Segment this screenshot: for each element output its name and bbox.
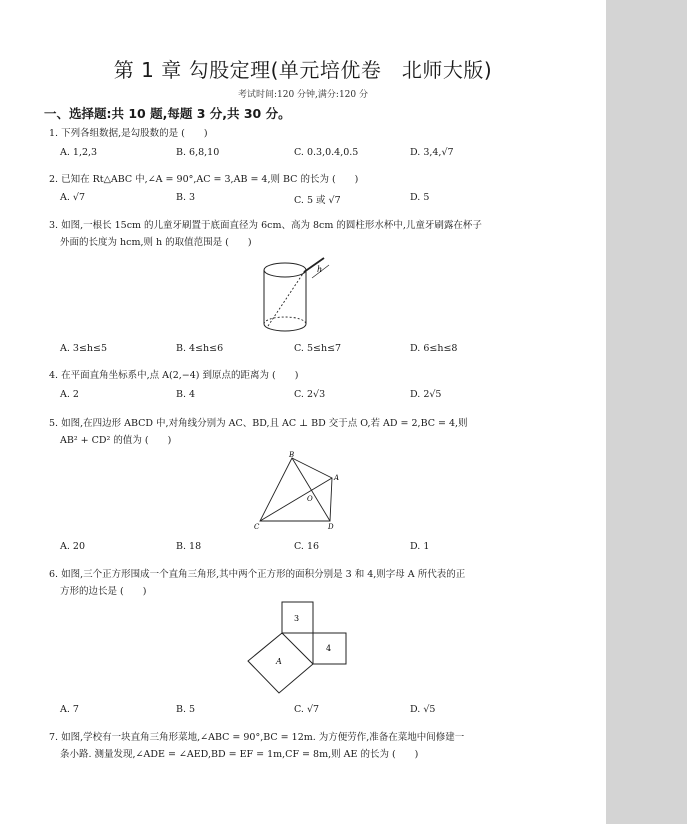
option-b: B. 6,8,10 bbox=[176, 147, 220, 158]
option-d: D. 3,4,√7 bbox=[410, 147, 454, 158]
option-d: D. 5 bbox=[410, 192, 430, 203]
label-h: h bbox=[317, 265, 323, 274]
question-4-options bbox=[60, 389, 560, 403]
question-stem-line-1: 6. 如图,三个正方形围成一个直角三角形,其中两个正方形的面积分别是 3 和 4,则字母 A 所代表的正 bbox=[49, 569, 466, 580]
option-a: A. 7 bbox=[60, 704, 79, 715]
option-c: C. 0.3,0.4,0.5 bbox=[294, 147, 359, 158]
quadrilateral-figure bbox=[250, 448, 350, 534]
label-b: B bbox=[289, 451, 295, 459]
option-a: A. 3≤h≤5 bbox=[60, 343, 108, 354]
option-b: B. 5 bbox=[176, 704, 196, 715]
question-stem: 4. 在平面直角坐标系中,点 A(2,−4) 到原点的距离为 ( ) bbox=[49, 370, 299, 381]
option-b: B. 18 bbox=[176, 541, 202, 552]
option-a: A. 1,2,3 bbox=[60, 147, 98, 158]
option-d: D. 6≤h≤8 bbox=[410, 343, 458, 354]
label-a: A bbox=[334, 474, 340, 482]
option-a: A. 20 bbox=[60, 541, 85, 552]
three-squares-figure bbox=[245, 600, 349, 694]
question-3-options bbox=[60, 343, 560, 357]
question-6-options bbox=[60, 704, 560, 718]
question-4 bbox=[49, 367, 559, 384]
option-a: A. √7 bbox=[60, 192, 85, 203]
quadrilateral-abcd bbox=[260, 458, 332, 521]
option-a: A. 2 bbox=[60, 389, 79, 400]
question-5 bbox=[49, 415, 559, 449]
page-title: 第 1 章 勾股定理(单元培优卷 北师大版) bbox=[113, 58, 493, 82]
option-c: C. 2√3 bbox=[294, 389, 326, 400]
question-5-options bbox=[60, 541, 560, 555]
option-d: D. √5 bbox=[410, 704, 436, 715]
question-stem-line-1: 3. 如图,一根长 15cm 的儿童牙刷置于底面直径为 6cm、高为 8cm 的圆柱形水杯中,儿童牙刷露在杯子 bbox=[49, 220, 482, 231]
question-stem-line-1: 5. 如图,在四边形 ABCD 中,对角线分别为 AC、BD,且 AC ⊥ BD 交于点 O,若 AD = 2,BC = 4,则 bbox=[49, 418, 468, 429]
question-1 bbox=[49, 125, 559, 142]
option-c: C. 5 或 √7 bbox=[294, 195, 341, 206]
option-d: D. 2√5 bbox=[410, 389, 442, 400]
option-c: C. 16 bbox=[294, 541, 320, 552]
question-stem-line-2: AB² + CD² 的值为 ( ) bbox=[60, 435, 172, 446]
question-2-options bbox=[60, 192, 560, 206]
question-1-options bbox=[60, 147, 560, 161]
cylinder-bottom-back bbox=[264, 317, 306, 324]
section-heading: 一、选择题:共 10 题,每题 3 分,共 30 分。 bbox=[44, 106, 291, 121]
cylinder-toothbrush-figure bbox=[256, 254, 336, 338]
question-stem-line-2: 条小路. 测量发现,∠ADE = ∠AED,BD = EF = 1m,CF = 8m,则 AE 的长为 ( ) bbox=[60, 749, 419, 760]
label-3: 3 bbox=[294, 614, 300, 623]
cylinder-bottom-front bbox=[264, 324, 306, 331]
option-b: B. 4≤h≤6 bbox=[176, 343, 224, 354]
question-stem: 1. 下列各组数据,是勾股数的是 ( ) bbox=[49, 128, 208, 139]
question-2 bbox=[49, 171, 559, 188]
label-4: 4 bbox=[326, 644, 332, 653]
label-a: A bbox=[276, 657, 282, 666]
question-stem-line-1: 7. 如图,学校有一块直角三角形菜地,∠ABC = 90°,BC = 12m. 为方便劳作,准备在菜地中间修建一 bbox=[49, 732, 465, 743]
question-stem: 2. 已知在 Rt△ABC 中,∠A = 90°,AC = 3,AB = 4,则 BC 的长为 ( ) bbox=[49, 174, 359, 185]
question-7 bbox=[49, 729, 559, 763]
viewer-background bbox=[606, 0, 687, 824]
toothbrush-inside bbox=[268, 272, 304, 326]
option-c: C. 5≤h≤7 bbox=[294, 343, 342, 354]
option-b: B. 3 bbox=[176, 192, 196, 203]
option-b: B. 4 bbox=[176, 389, 196, 400]
label-d: D bbox=[328, 523, 334, 531]
label-o: O bbox=[307, 495, 313, 503]
question-stem-line-2: 外面的长度为 hcm,则 h 的取值范围是 ( ) bbox=[60, 237, 252, 248]
option-d: D. 1 bbox=[410, 541, 430, 552]
option-c: C. √7 bbox=[294, 704, 320, 715]
exam-info: 考试时间:120 分钟,满分:120 分 bbox=[237, 90, 368, 100]
question-3 bbox=[49, 217, 559, 251]
label-c: C bbox=[254, 523, 260, 531]
cylinder-top bbox=[264, 263, 306, 277]
question-6 bbox=[49, 566, 559, 600]
question-stem-line-2: 方形的边长是 ( ) bbox=[60, 586, 147, 597]
